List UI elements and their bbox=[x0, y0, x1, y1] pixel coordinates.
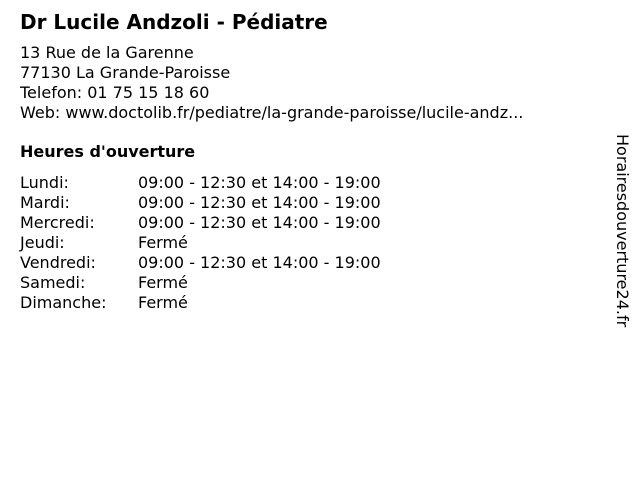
hours-row-wednesday bbox=[20, 213, 600, 233]
address-city: 77130 La Grande-Paroisse bbox=[20, 63, 231, 82]
hours-row-saturday bbox=[20, 273, 600, 293]
day-label: Mardi: bbox=[20, 193, 70, 212]
day-label: Samedi: bbox=[20, 273, 86, 292]
hours-row-thursday bbox=[20, 233, 600, 253]
phone-number[interactable]: Telefon: 01 75 15 18 60 bbox=[20, 83, 210, 102]
day-hours: Fermé bbox=[138, 293, 188, 312]
day-hours: Fermé bbox=[138, 233, 188, 252]
day-hours: Fermé bbox=[138, 273, 188, 292]
day-label: Jeudi: bbox=[20, 233, 65, 252]
day-label: Mercredi: bbox=[20, 213, 95, 232]
day-label: Vendredi: bbox=[20, 253, 96, 272]
day-hours: 09:00 - 12:30 et 14:00 - 19:00 bbox=[138, 173, 381, 192]
site-watermark: Horairesdouverture24.fr bbox=[613, 134, 632, 328]
day-hours: 09:00 - 12:30 et 14:00 - 19:00 bbox=[138, 253, 381, 272]
day-label: Lundi: bbox=[20, 173, 69, 192]
contact-block bbox=[20, 43, 600, 123]
address-street: 13 Rue de la Garenne bbox=[20, 43, 194, 62]
hours-row-friday bbox=[20, 253, 600, 273]
website-link[interactable]: Web: www.doctolib.fr/pediatre/la-grande-paroisse/lucile-andz... bbox=[20, 103, 524, 122]
hours-table bbox=[20, 173, 600, 313]
business-card bbox=[20, 8, 600, 313]
day-label: Dimanche: bbox=[20, 293, 107, 312]
hours-heading: Heures d'ouverture bbox=[20, 142, 196, 161]
hours-row-monday bbox=[20, 173, 600, 193]
hours-row-sunday bbox=[20, 293, 600, 313]
day-hours: 09:00 - 12:30 et 14:00 - 19:00 bbox=[138, 193, 381, 212]
hours-row-tuesday bbox=[20, 193, 600, 213]
page-title: Dr Lucile Andzoli - Pédiatre bbox=[20, 10, 328, 34]
day-hours: 09:00 - 12:30 et 14:00 - 19:00 bbox=[138, 213, 381, 232]
